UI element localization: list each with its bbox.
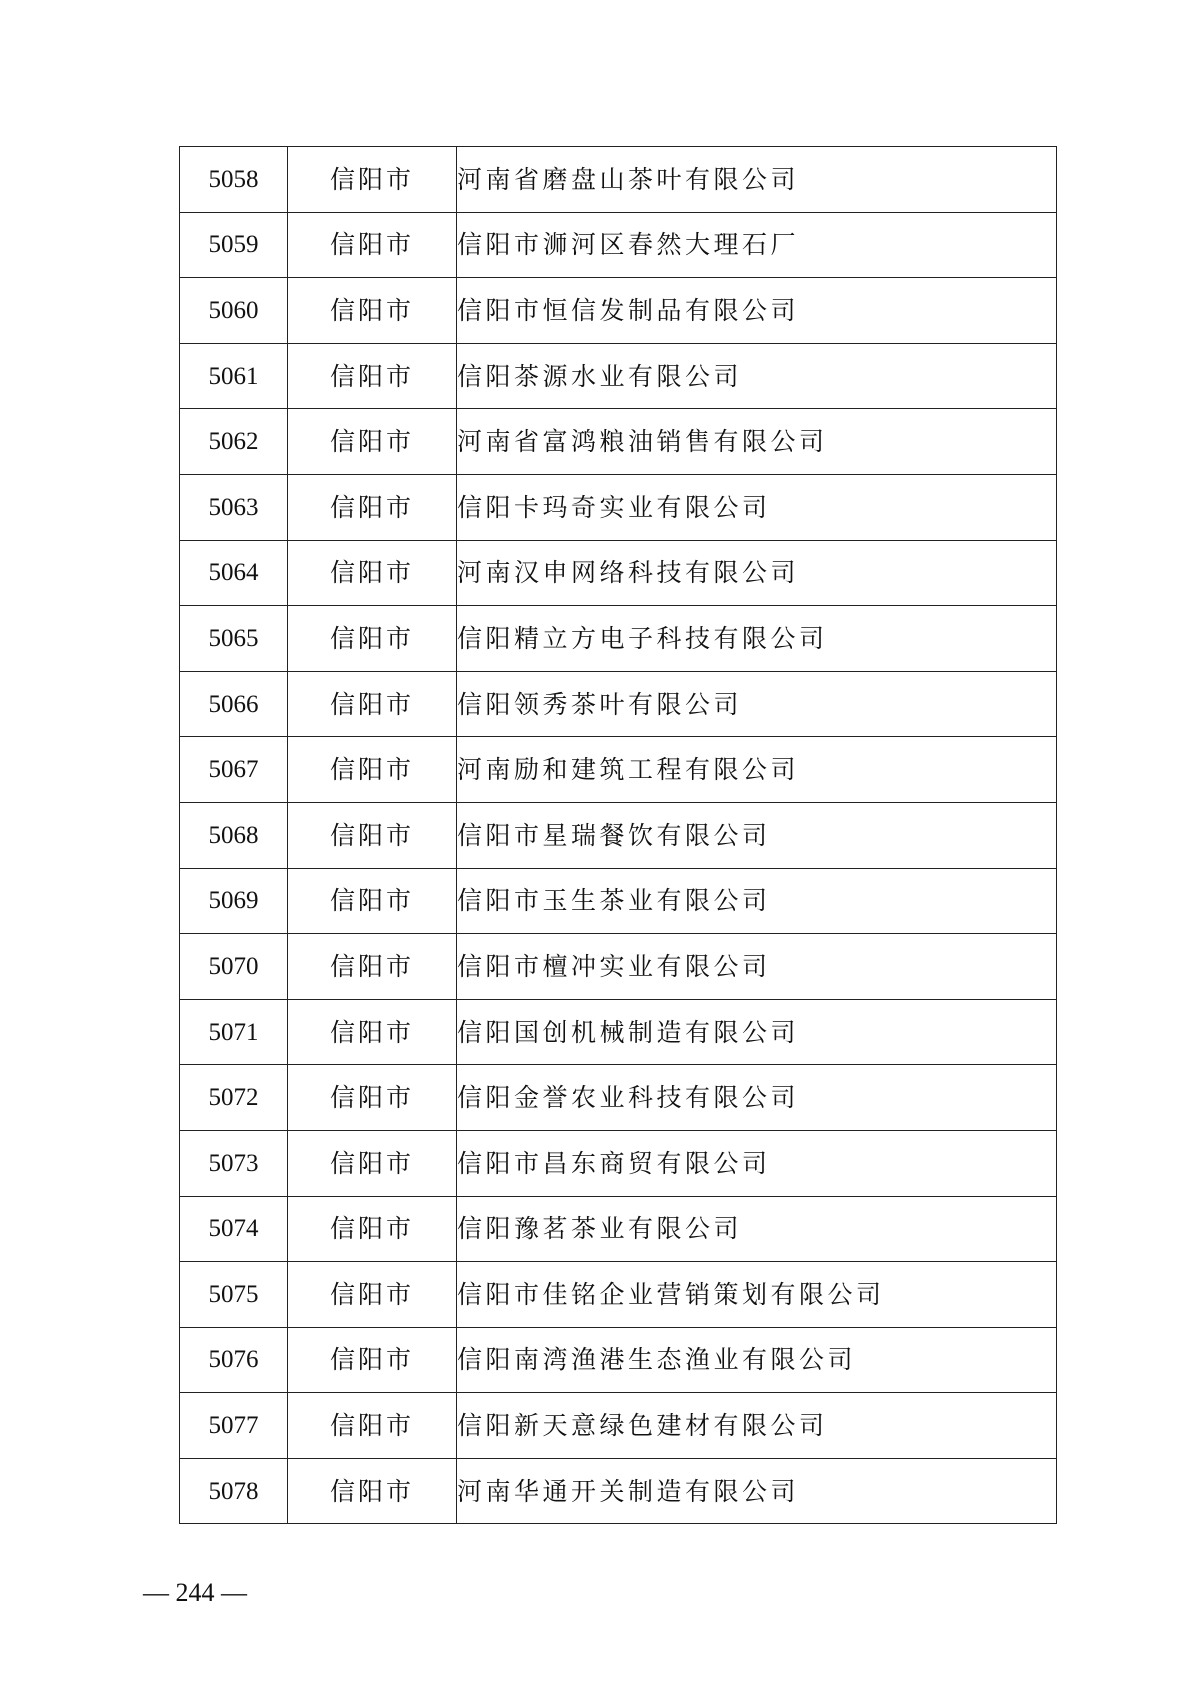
row-number-cell: 5062 (180, 409, 288, 475)
row-number-cell: 5078 (180, 1458, 288, 1524)
company-name-cell: 信阳豫茗茶业有限公司 (457, 1196, 1057, 1262)
row-number-cell: 5068 (180, 802, 288, 868)
page-number: — 244 — (143, 1578, 247, 1607)
company-name-cell: 信阳新天意绿色建材有限公司 (457, 1393, 1057, 1459)
company-name-cell: 信阳市檀冲实业有限公司 (457, 934, 1057, 1000)
company-name-cell: 信阳市佳铭企业营销策划有限公司 (457, 1262, 1057, 1328)
table-row (180, 606, 1057, 672)
city-cell: 信阳市 (288, 1458, 457, 1524)
table-row (180, 737, 1057, 803)
company-name-cell: 信阳南湾渔港生态渔业有限公司 (457, 1327, 1057, 1393)
table-row (180, 999, 1057, 1065)
company-name-cell: 河南省富鸿粮油销售有限公司 (457, 409, 1057, 475)
table-row (180, 1130, 1057, 1196)
row-number-cell: 5058 (180, 147, 288, 213)
row-number-cell: 5075 (180, 1262, 288, 1328)
table-row (180, 934, 1057, 1000)
table-row (180, 671, 1057, 737)
row-number-cell: 5074 (180, 1196, 288, 1262)
table-row (180, 802, 1057, 868)
table-row (180, 1262, 1057, 1328)
table-row (180, 147, 1057, 213)
company-name-cell: 信阳市昌东商贸有限公司 (457, 1130, 1057, 1196)
company-name-cell: 信阳精立方电子科技有限公司 (457, 606, 1057, 672)
row-number-cell: 5065 (180, 606, 288, 672)
table-row (180, 1393, 1057, 1459)
table-row (180, 1065, 1057, 1131)
city-cell: 信阳市 (288, 1327, 457, 1393)
city-cell: 信阳市 (288, 343, 457, 409)
company-name-cell: 河南省磨盘山茶叶有限公司 (457, 147, 1057, 213)
table-row (180, 1458, 1057, 1524)
table-row (180, 278, 1057, 344)
company-name-cell: 信阳市星瑞餐饮有限公司 (457, 802, 1057, 868)
city-cell: 信阳市 (288, 278, 457, 344)
company-list-table (179, 146, 1057, 1524)
table-row (180, 212, 1057, 278)
table-row (180, 474, 1057, 540)
city-cell: 信阳市 (288, 1262, 457, 1328)
row-number-cell: 5071 (180, 999, 288, 1065)
row-number-cell: 5059 (180, 212, 288, 278)
row-number-cell: 5069 (180, 868, 288, 934)
row-number-cell: 5063 (180, 474, 288, 540)
row-number-cell: 5077 (180, 1393, 288, 1459)
city-cell: 信阳市 (288, 1065, 457, 1131)
row-number-cell: 5061 (180, 343, 288, 409)
company-name-cell: 信阳市玉生茶业有限公司 (457, 868, 1057, 934)
row-number-cell: 5076 (180, 1327, 288, 1393)
company-name-cell: 信阳市恒信发制品有限公司 (457, 278, 1057, 344)
city-cell: 信阳市 (288, 868, 457, 934)
company-name-cell: 信阳市浉河区春然大理石厂 (457, 212, 1057, 278)
city-cell: 信阳市 (288, 474, 457, 540)
city-cell: 信阳市 (288, 802, 457, 868)
city-cell: 信阳市 (288, 671, 457, 737)
city-cell: 信阳市 (288, 999, 457, 1065)
table-row (180, 868, 1057, 934)
city-cell: 信阳市 (288, 1130, 457, 1196)
city-cell: 信阳市 (288, 212, 457, 278)
table-row (180, 343, 1057, 409)
company-name-cell: 信阳卡玛奇实业有限公司 (457, 474, 1057, 540)
company-name-cell: 河南励和建筑工程有限公司 (457, 737, 1057, 803)
city-cell: 信阳市 (288, 606, 457, 672)
city-cell: 信阳市 (288, 934, 457, 1000)
city-cell: 信阳市 (288, 409, 457, 475)
company-name-cell: 信阳领秀茶叶有限公司 (457, 671, 1057, 737)
company-name-cell: 信阳国创机械制造有限公司 (457, 999, 1057, 1065)
table-row (180, 409, 1057, 475)
table-row (180, 1196, 1057, 1262)
row-number-cell: 5067 (180, 737, 288, 803)
table-row (180, 540, 1057, 606)
row-number-cell: 5066 (180, 671, 288, 737)
table-body (180, 147, 1057, 1524)
table-row (180, 1327, 1057, 1393)
row-number-cell: 5060 (180, 278, 288, 344)
company-name-cell: 信阳茶源水业有限公司 (457, 343, 1057, 409)
city-cell: 信阳市 (288, 540, 457, 606)
city-cell: 信阳市 (288, 737, 457, 803)
city-cell: 信阳市 (288, 147, 457, 213)
city-cell: 信阳市 (288, 1393, 457, 1459)
company-name-cell: 河南华通开关制造有限公司 (457, 1458, 1057, 1524)
row-number-cell: 5073 (180, 1130, 288, 1196)
row-number-cell: 5070 (180, 934, 288, 1000)
row-number-cell: 5072 (180, 1065, 288, 1131)
company-name-cell: 信阳金誉农业科技有限公司 (457, 1065, 1057, 1131)
company-name-cell: 河南汉申网络科技有限公司 (457, 540, 1057, 606)
row-number-cell: 5064 (180, 540, 288, 606)
city-cell: 信阳市 (288, 1196, 457, 1262)
